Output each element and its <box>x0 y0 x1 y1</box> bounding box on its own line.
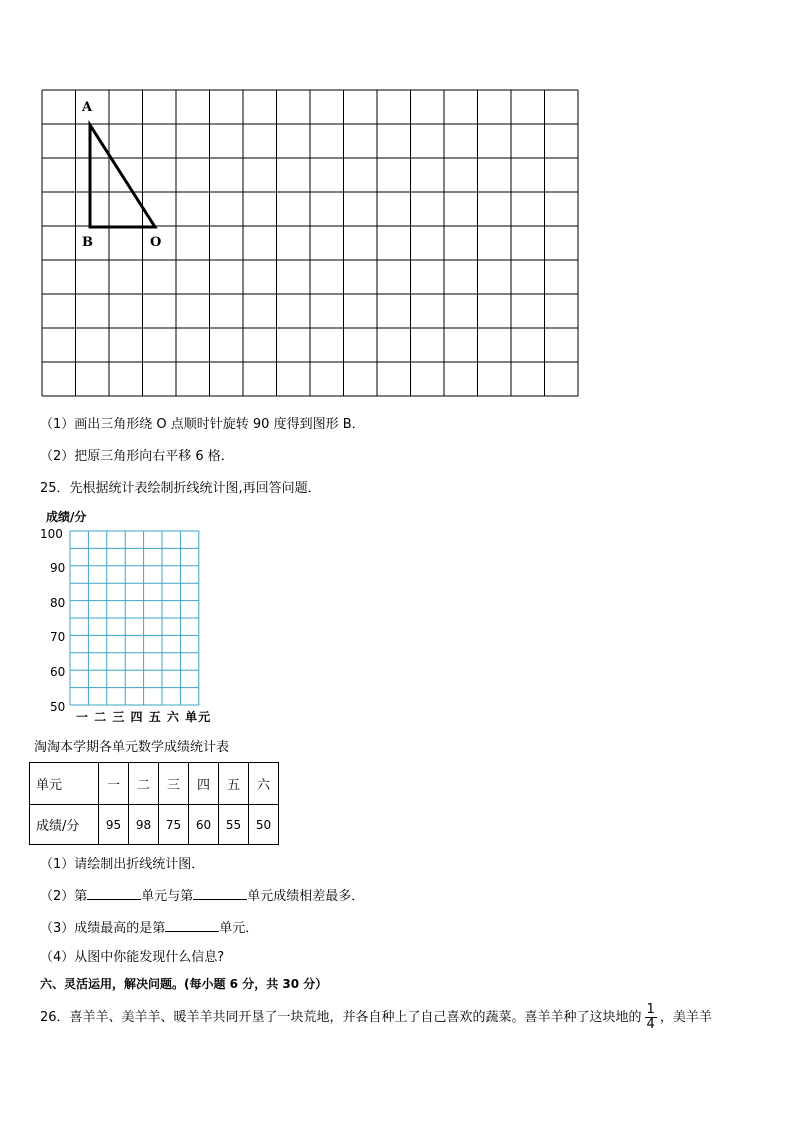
table-cell: 50 <box>249 805 279 845</box>
table-cell: 60 <box>189 805 219 845</box>
answer-blank[interactable] <box>87 887 141 900</box>
section6-heading: 六、灵活运用，解决问题。(每小题 6 分，共 30 分） <box>40 977 328 991</box>
q25-sub2-b: 单元与第 <box>141 889 194 904</box>
q26-text-a: 26．喜羊羊、美羊羊、暖羊羊共同开垦了一块荒地，并各自种上了自己喜欢的蔬菜。喜羊羊种了这块地的 <box>40 1009 642 1025</box>
table-cell: 六 <box>249 763 279 805</box>
q25-sub3-a: （3）成绩最高的是第 <box>40 921 166 936</box>
table-cell: 五 <box>219 763 249 805</box>
grid-figure <box>40 88 580 398</box>
table-title: 淘淘本学期各单元数学成绩统计表 <box>34 740 230 755</box>
table-cell: 95 <box>99 805 129 845</box>
ytick: 90 <box>50 561 66 575</box>
table-row <box>30 763 279 805</box>
q25-sub2-a: （2）第 <box>40 889 88 904</box>
q25-title: 25．先根据统计表绘制折线统计图,再回答问题． <box>40 481 321 496</box>
table-cell: 一 <box>99 763 129 805</box>
q24-sub2: （2）把原三角形向右平移 6 格． <box>40 449 234 464</box>
ytick: 50 <box>50 700 66 714</box>
table-cell: 98 <box>129 805 159 845</box>
label-b: B <box>82 235 93 250</box>
table-cell: 单元 <box>30 763 99 805</box>
table-row <box>30 805 279 845</box>
table-cell: 75 <box>159 805 189 845</box>
label-o: O <box>150 235 162 250</box>
q25-sub1: （1）请绘制出折线统计图． <box>40 857 205 872</box>
ytick: 100 <box>40 527 63 541</box>
grid-lines <box>42 90 578 396</box>
fraction-denominator: 4 <box>646 1017 655 1032</box>
chart-grid-lines <box>70 531 199 705</box>
q24-sub1: （1）画出三角形绕 O 点顺时针旋转 90 度得到图形 B． <box>40 417 365 432</box>
fraction-numerator: 1 <box>646 1002 655 1017</box>
chart-xlabels: 一 二 三 四 五 六 单元 <box>76 710 212 724</box>
answer-blank[interactable] <box>193 887 247 900</box>
label-a: A <box>82 100 93 115</box>
table-cell: 55 <box>219 805 249 845</box>
q25-sub3 <box>40 919 258 937</box>
table-cell: 四 <box>189 763 219 805</box>
table-cell: 三 <box>159 763 189 805</box>
q26-text <box>40 1003 712 1032</box>
answer-blank[interactable] <box>165 919 219 932</box>
blank-chart-grid <box>69 530 201 708</box>
table-cell: 二 <box>129 763 159 805</box>
q25-sub2-c: 单元成绩相差最多． <box>247 889 365 904</box>
ytick: 70 <box>50 630 66 644</box>
q25-sub3-b: 单元． <box>219 921 259 936</box>
ytick: 80 <box>50 596 66 610</box>
chart-ylabel: 成绩/分 <box>46 510 87 524</box>
fraction <box>645 1003 657 1032</box>
q25-sub4: （4）从图中你能发现什么信息? <box>40 950 225 965</box>
triangle-abo <box>90 125 155 227</box>
score-table <box>29 762 279 845</box>
q25-sub2 <box>40 887 364 905</box>
table-cell: 成绩/分 <box>30 805 99 845</box>
q26-text-b: ，美羊羊 <box>659 1009 712 1025</box>
ytick: 60 <box>50 665 66 679</box>
